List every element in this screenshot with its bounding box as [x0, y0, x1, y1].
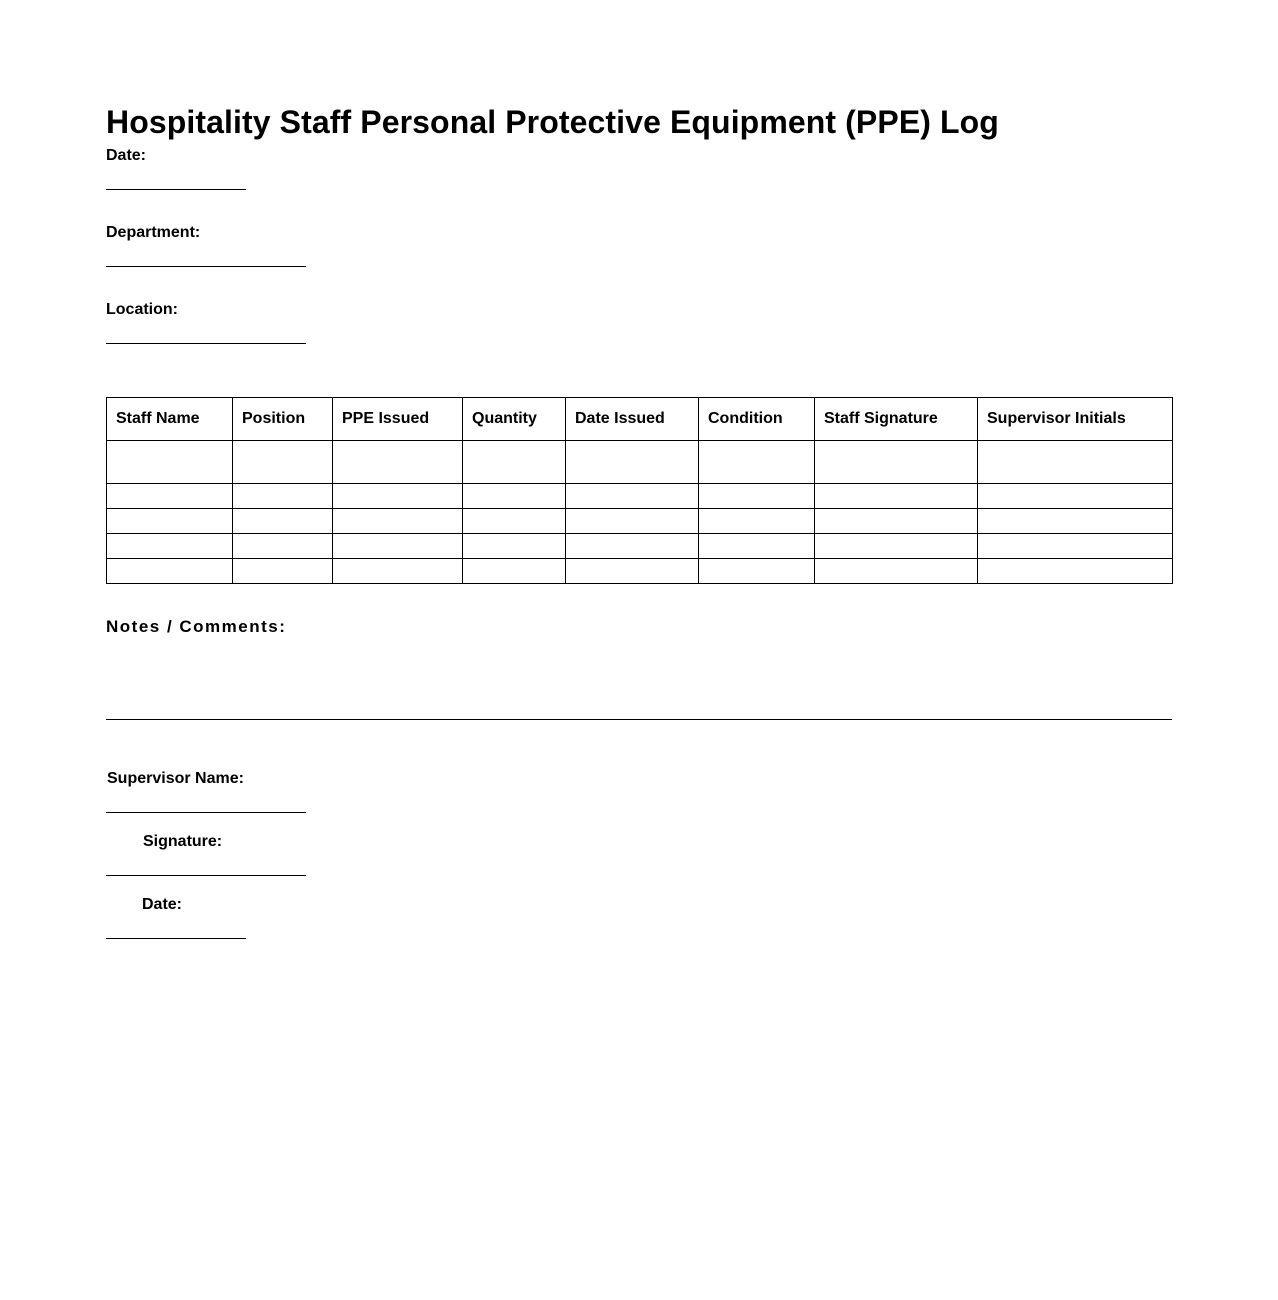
table-cell[interactable]: [815, 509, 978, 534]
table-cell[interactable]: [699, 509, 815, 534]
document-title: Hospitality Staff Personal Protective Equipment (PPE) Log: [106, 104, 999, 140]
table-cell[interactable]: [978, 484, 1173, 509]
table-cell[interactable]: [699, 441, 815, 484]
table-cell[interactable]: [233, 441, 333, 484]
table-cell[interactable]: [107, 559, 233, 584]
table-cell[interactable]: [463, 559, 566, 584]
column-header-position: Position: [233, 398, 333, 441]
column-header-quantity: Quantity: [463, 398, 566, 441]
table-cell[interactable]: [107, 534, 233, 559]
notes-field-line[interactable]: [106, 719, 1172, 720]
notes-label: Notes / Comments:: [106, 617, 287, 636]
table-cell[interactable]: [233, 559, 333, 584]
date-field-line[interactable]: [106, 189, 246, 190]
table-row: [107, 534, 1173, 559]
table-cell[interactable]: [978, 534, 1173, 559]
column-header-date-issued: Date Issued: [566, 398, 699, 441]
table-row: [107, 559, 1173, 584]
column-header-condition: Condition: [699, 398, 815, 441]
table-cell[interactable]: [333, 484, 463, 509]
signoff-date-field-line[interactable]: [106, 938, 246, 939]
table-cell[interactable]: [333, 441, 463, 484]
table-cell[interactable]: [978, 509, 1173, 534]
department-field-line[interactable]: [106, 266, 306, 267]
table-cell[interactable]: [566, 534, 699, 559]
table-cell[interactable]: [463, 441, 566, 484]
department-label: Department:: [106, 224, 201, 241]
supervisor-name-label: Supervisor Name:: [107, 770, 244, 787]
table-cell[interactable]: [333, 534, 463, 559]
location-label: Location:: [106, 301, 178, 318]
table-row: [107, 441, 1173, 484]
table-cell[interactable]: [107, 509, 233, 534]
column-header-staff-signature: Staff Signature: [815, 398, 978, 441]
column-header-ppe-issued: PPE Issued: [333, 398, 463, 441]
table-cell[interactable]: [815, 534, 978, 559]
table-cell[interactable]: [333, 559, 463, 584]
table-row: [107, 484, 1173, 509]
table-header-row: [107, 398, 1173, 441]
signoff-date-label: Date:: [142, 896, 183, 913]
table-cell[interactable]: [107, 484, 233, 509]
table-cell[interactable]: [699, 534, 815, 559]
table-cell[interactable]: [233, 509, 333, 534]
table-cell[interactable]: [463, 484, 566, 509]
supervisor-name-field-line[interactable]: [106, 812, 306, 813]
signature-field-line[interactable]: [106, 875, 306, 876]
ppe-log-table: [106, 397, 1173, 584]
table-cell[interactable]: [233, 484, 333, 509]
table-cell[interactable]: [107, 441, 233, 484]
table-cell[interactable]: [566, 484, 699, 509]
signature-label: Signature:: [143, 833, 223, 850]
column-header-staff-name: Staff Name: [107, 398, 233, 441]
table-cell[interactable]: [815, 484, 978, 509]
table-cell[interactable]: [333, 509, 463, 534]
table-cell[interactable]: [566, 559, 699, 584]
table-cell[interactable]: [233, 534, 333, 559]
table-cell[interactable]: [815, 559, 978, 584]
table-cell[interactable]: [978, 559, 1173, 584]
table-cell[interactable]: [463, 534, 566, 559]
location-field-line[interactable]: [106, 343, 306, 344]
table-cell[interactable]: [978, 441, 1173, 484]
table-cell[interactable]: [815, 441, 978, 484]
table-cell[interactable]: [566, 441, 699, 484]
date-label: Date:: [106, 147, 147, 164]
table-cell[interactable]: [699, 559, 815, 584]
table-cell[interactable]: [566, 509, 699, 534]
table-row: [107, 509, 1173, 534]
column-header-supervisor-initials: Supervisor Initials: [978, 398, 1173, 441]
table-cell[interactable]: [463, 509, 566, 534]
table-cell[interactable]: [699, 484, 815, 509]
